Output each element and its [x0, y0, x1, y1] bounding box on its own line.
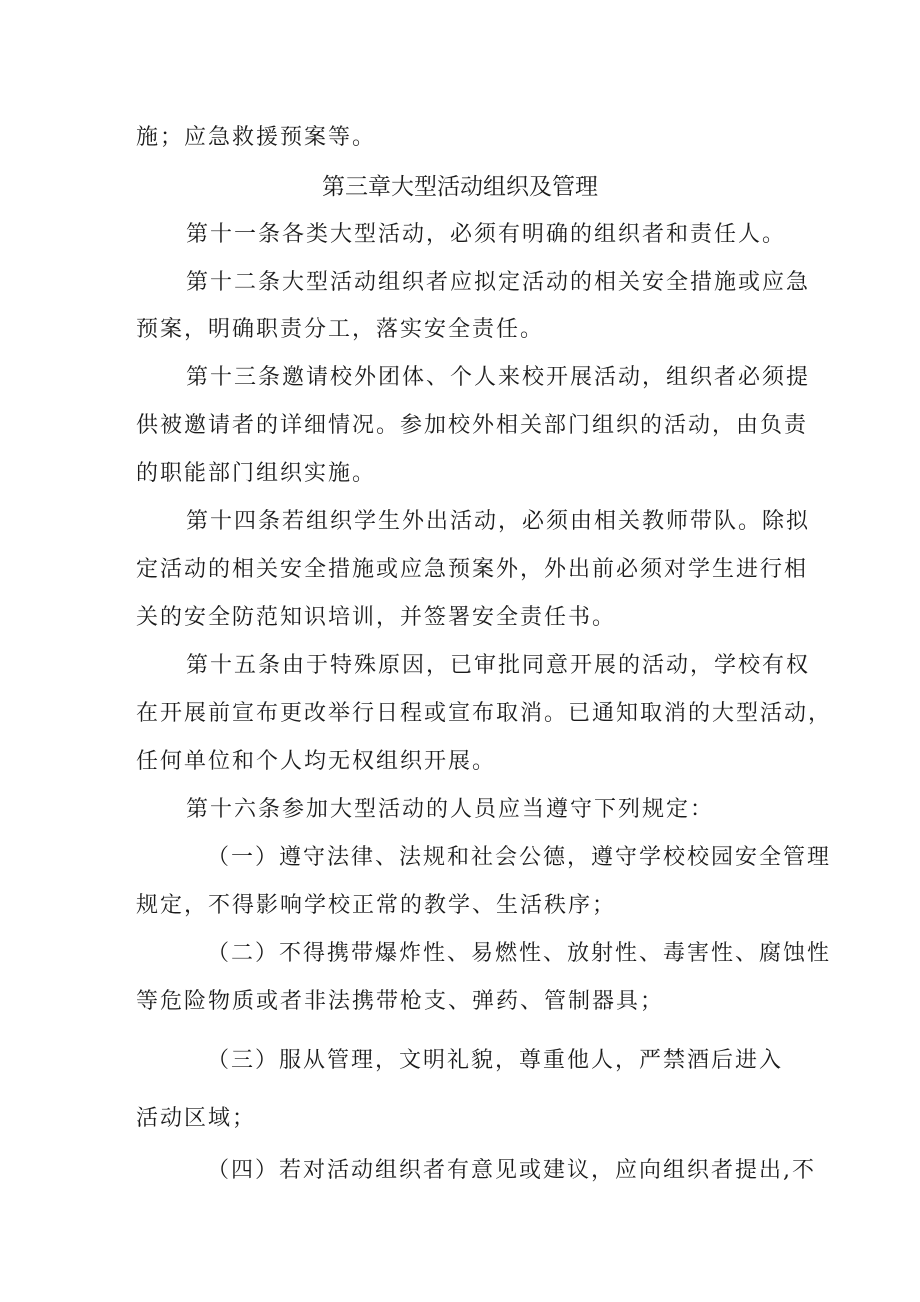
item-4-line-1: （四）若对活动组织者有意见或建议，应向组织者提出,不 — [207, 1158, 816, 1183]
item-1-line-2: 规定，不得影响学校正常的教学、生活秩序； — [136, 893, 617, 918]
article-12-line-1: 第十二条大型活动组织者应拟定活动的相关安全措施或应急 — [186, 270, 811, 295]
article-15-line-3: 任何单位和个人均无权组织开展。 — [136, 749, 497, 774]
article-13-line-2: 供被邀请者的详细情况。参加校外相关部门组织的活动，由负责 — [136, 413, 809, 438]
article-14-line-2: 定活动的相关安全措施或应急预案外，外出前必须对学生进行相 — [136, 557, 809, 582]
article-16-line-1: 第十六条参加大型活动的人员应当遵守下列规定： — [186, 797, 715, 822]
chapter-heading: 第三章大型活动组织及管理 — [322, 174, 598, 200]
article-13-line-1: 第十三条邀请校外团体、个人来校开展活动，组织者必须提 — [186, 365, 811, 390]
article-12-line-2: 预案，明确职责分工，落实安全责任。 — [136, 317, 545, 342]
article-14-line-3: 关的安全防范知识培训，并签署安全责任书。 — [136, 605, 617, 630]
item-1-line-1: （一）遵守法律、法规和社会公德，遵守学校校园安全管理 — [207, 845, 832, 870]
article-15-line-1: 第十五条由于特殊原因，已审批同意开展的活动，学校有权 — [186, 653, 811, 678]
item-2-line-1: （二）不得携带爆炸性、易燃性、放射性、毒害性、腐蚀性 — [207, 941, 832, 966]
article-14-line-1: 第十四条若组织学生外出活动，必须由相关教师带队。除拟 — [186, 509, 811, 534]
text-line-1: 施；应急救援预案等。 — [136, 125, 377, 150]
item-2-line-2: 等危险物质或者非法携带枪支、弹药、管制器具； — [136, 989, 665, 1014]
article-15-line-2: 在开展前宣布更改举行日程或宣布取消。已通知取消的大型活动， — [136, 701, 833, 726]
article-11-line-1: 第十一条各类大型活动，必须有明确的组织者和责任人。 — [186, 222, 787, 247]
article-13-line-3: 的职能部门组织实施。 — [136, 461, 377, 486]
item-3-line-2: 活动区域； — [136, 1106, 257, 1131]
item-3-line-1: （三）服从管理，文明礼貌，尊重他人，严禁酒后进入 — [207, 1048, 784, 1073]
